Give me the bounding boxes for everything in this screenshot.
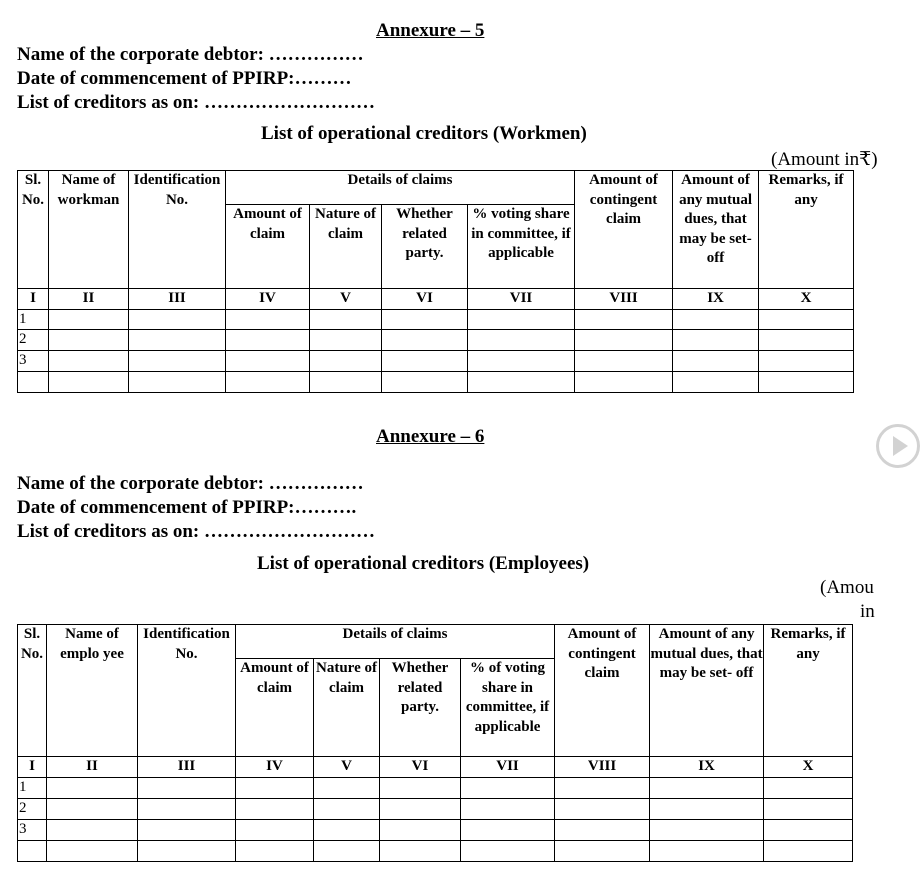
row-number: 3 [18, 819, 47, 840]
amount-unit-note-continued: in [860, 601, 875, 622]
empty-cell [310, 351, 382, 372]
empty-cell [764, 777, 853, 798]
table-title-employees: List of operational creditors (Employees) [257, 553, 590, 574]
table-row [18, 330, 854, 351]
empty-cell [461, 777, 555, 798]
empty-cell [310, 309, 382, 330]
empty-cell [759, 309, 854, 330]
table-title-workmen: List of operational creditors (Workmen) [261, 123, 587, 144]
annexure-6-heading: Annexure – 6 [376, 426, 485, 447]
col-nature-of-claim: Nature of claim [310, 205, 382, 289]
empty-cell [47, 777, 138, 798]
col-details-of-claims: Details of claims [236, 625, 555, 659]
empty-cell [461, 819, 555, 840]
empty-cell [673, 309, 759, 330]
empty-cell [236, 798, 314, 819]
numeral-cell: IX [650, 757, 764, 778]
numeral-cell: III [138, 757, 236, 778]
col-amount-of-claim: Amount of claim [226, 205, 310, 289]
table-row [18, 798, 853, 819]
empty-cell [138, 798, 236, 819]
numeral-cell: VII [461, 757, 555, 778]
col-related-party: Whether related party. [382, 205, 468, 289]
empty-cell [461, 840, 555, 861]
numeral-cell: VI [380, 757, 461, 778]
creditors-as-on-line: List of creditors as on: ……………………… [17, 521, 375, 542]
col-mutual-dues: Amount of any mutual dues, that may be set- off [650, 625, 764, 757]
empty-cell [759, 371, 854, 392]
empty-cell [226, 371, 310, 392]
numeral-cell: I [18, 289, 49, 310]
col-related-party: Whether related party. [380, 659, 461, 757]
col-contingent-claim: Amount of contingent claim [575, 171, 673, 289]
amount-unit-note: (Amou [820, 577, 874, 598]
col-remarks: Remarks, if any [759, 171, 854, 289]
empty-cell [49, 371, 129, 392]
numeral-cell: IV [226, 289, 310, 310]
col-contingent-claim: Amount of contingent claim [555, 625, 650, 757]
empty-cell [49, 330, 129, 351]
empty-cell [673, 330, 759, 351]
col-identification: Identification No. [129, 171, 226, 289]
workmen-creditors-table [17, 170, 854, 393]
empty-cell [314, 777, 380, 798]
empty-cell [650, 798, 764, 819]
empty-cell [314, 819, 380, 840]
empty-cell [310, 371, 382, 392]
empty-cell [555, 798, 650, 819]
empty-cell [575, 309, 673, 330]
empty-cell [226, 309, 310, 330]
empty-cell [138, 840, 236, 861]
empty-cell [468, 309, 575, 330]
col-details-of-claims: Details of claims [226, 171, 575, 205]
row-number [18, 840, 47, 861]
empty-cell [49, 309, 129, 330]
numeral-cell: VI [382, 289, 468, 310]
empty-cell [226, 330, 310, 351]
empty-cell [138, 819, 236, 840]
empty-cell [380, 840, 461, 861]
empty-cell [47, 798, 138, 819]
col-voting-share: % of voting share in committee, if applicable [461, 659, 555, 757]
table-row [18, 309, 854, 330]
empty-cell [650, 819, 764, 840]
numeral-cell: III [129, 289, 226, 310]
empty-cell [650, 777, 764, 798]
empty-cell [764, 840, 853, 861]
col-sl-no: Sl. No. [18, 625, 47, 757]
numeral-cell: IX [673, 289, 759, 310]
empty-cell [555, 840, 650, 861]
row-number: 2 [18, 330, 49, 351]
empty-cell [236, 819, 314, 840]
numeral-cell: I [18, 757, 47, 778]
empty-cell [461, 798, 555, 819]
header-row [18, 625, 853, 659]
col-mutual-dues: Amount of any mutual dues, that may be set-off [673, 171, 759, 289]
header-row [18, 171, 854, 205]
commencement-date-line: Date of commencement of PPIRP:……… [17, 68, 352, 89]
numeral-cell: VIII [555, 757, 650, 778]
empty-cell [382, 351, 468, 372]
table-row [18, 777, 853, 798]
row-number: 3 [18, 351, 49, 372]
empty-cell [129, 351, 226, 372]
numeral-cell: VII [468, 289, 575, 310]
numeral-cell: V [314, 757, 380, 778]
col-voting-share: % voting share in committee, if applicable [468, 205, 575, 289]
empty-cell [49, 351, 129, 372]
table-row [18, 840, 853, 861]
numeral-row [18, 757, 853, 778]
empty-cell [380, 798, 461, 819]
col-remarks: Remarks, if any [764, 625, 853, 757]
empty-cell [382, 371, 468, 392]
empty-cell [138, 777, 236, 798]
table-row [18, 819, 853, 840]
empty-cell [575, 371, 673, 392]
empty-cell [47, 840, 138, 861]
col-name: Name of workman [49, 171, 129, 289]
empty-cell [129, 330, 226, 351]
numeral-cell: IV [236, 757, 314, 778]
col-name: Name of emplo yee [47, 625, 138, 757]
col-amount-of-claim: Amount of claim [236, 659, 314, 757]
empty-cell [129, 371, 226, 392]
empty-cell [764, 798, 853, 819]
empty-cell [310, 330, 382, 351]
col-sl-no: Sl. No. [18, 171, 49, 289]
numeral-cell: II [49, 289, 129, 310]
commencement-date-line: Date of commencement of PPIRP:………. [17, 497, 357, 518]
empty-cell [673, 351, 759, 372]
numeral-cell: X [759, 289, 854, 310]
empty-cell [380, 777, 461, 798]
empty-cell [555, 777, 650, 798]
empty-cell [382, 330, 468, 351]
empty-cell [759, 330, 854, 351]
employees-creditors-table [17, 624, 853, 862]
empty-cell [129, 309, 226, 330]
empty-cell [236, 840, 314, 861]
table-row [18, 371, 854, 392]
empty-cell [226, 351, 310, 372]
numeral-cell: X [764, 757, 853, 778]
amount-unit-note: (Amount in₹) [771, 149, 878, 170]
creditors-as-on-line: List of creditors as on: ……………………… [17, 92, 375, 113]
empty-cell [314, 798, 380, 819]
corporate-debtor-line: Name of the corporate debtor: …………… [17, 44, 364, 65]
empty-cell [380, 819, 461, 840]
empty-cell [47, 819, 138, 840]
row-number: 1 [18, 309, 49, 330]
empty-cell [314, 840, 380, 861]
empty-cell [555, 819, 650, 840]
row-number [18, 371, 49, 392]
play-button-icon[interactable] [876, 424, 920, 468]
col-nature-of-claim: Nature of claim [314, 659, 380, 757]
corporate-debtor-line: Name of the corporate debtor: …………… [17, 473, 364, 494]
numeral-cell: VIII [575, 289, 673, 310]
row-number: 1 [18, 777, 47, 798]
empty-cell [673, 371, 759, 392]
empty-cell [468, 371, 575, 392]
col-identification: Identification No. [138, 625, 236, 757]
empty-cell [468, 351, 575, 372]
numeral-cell: II [47, 757, 138, 778]
empty-cell [382, 309, 468, 330]
table-row [18, 351, 854, 372]
empty-cell [575, 351, 673, 372]
empty-cell [468, 330, 575, 351]
empty-cell [650, 840, 764, 861]
empty-cell [759, 351, 854, 372]
empty-cell [236, 777, 314, 798]
row-number: 2 [18, 798, 47, 819]
numeral-row [18, 289, 854, 310]
annexure-5-heading: Annexure – 5 [376, 20, 485, 41]
empty-cell [575, 330, 673, 351]
numeral-cell: V [310, 289, 382, 310]
empty-cell [764, 819, 853, 840]
